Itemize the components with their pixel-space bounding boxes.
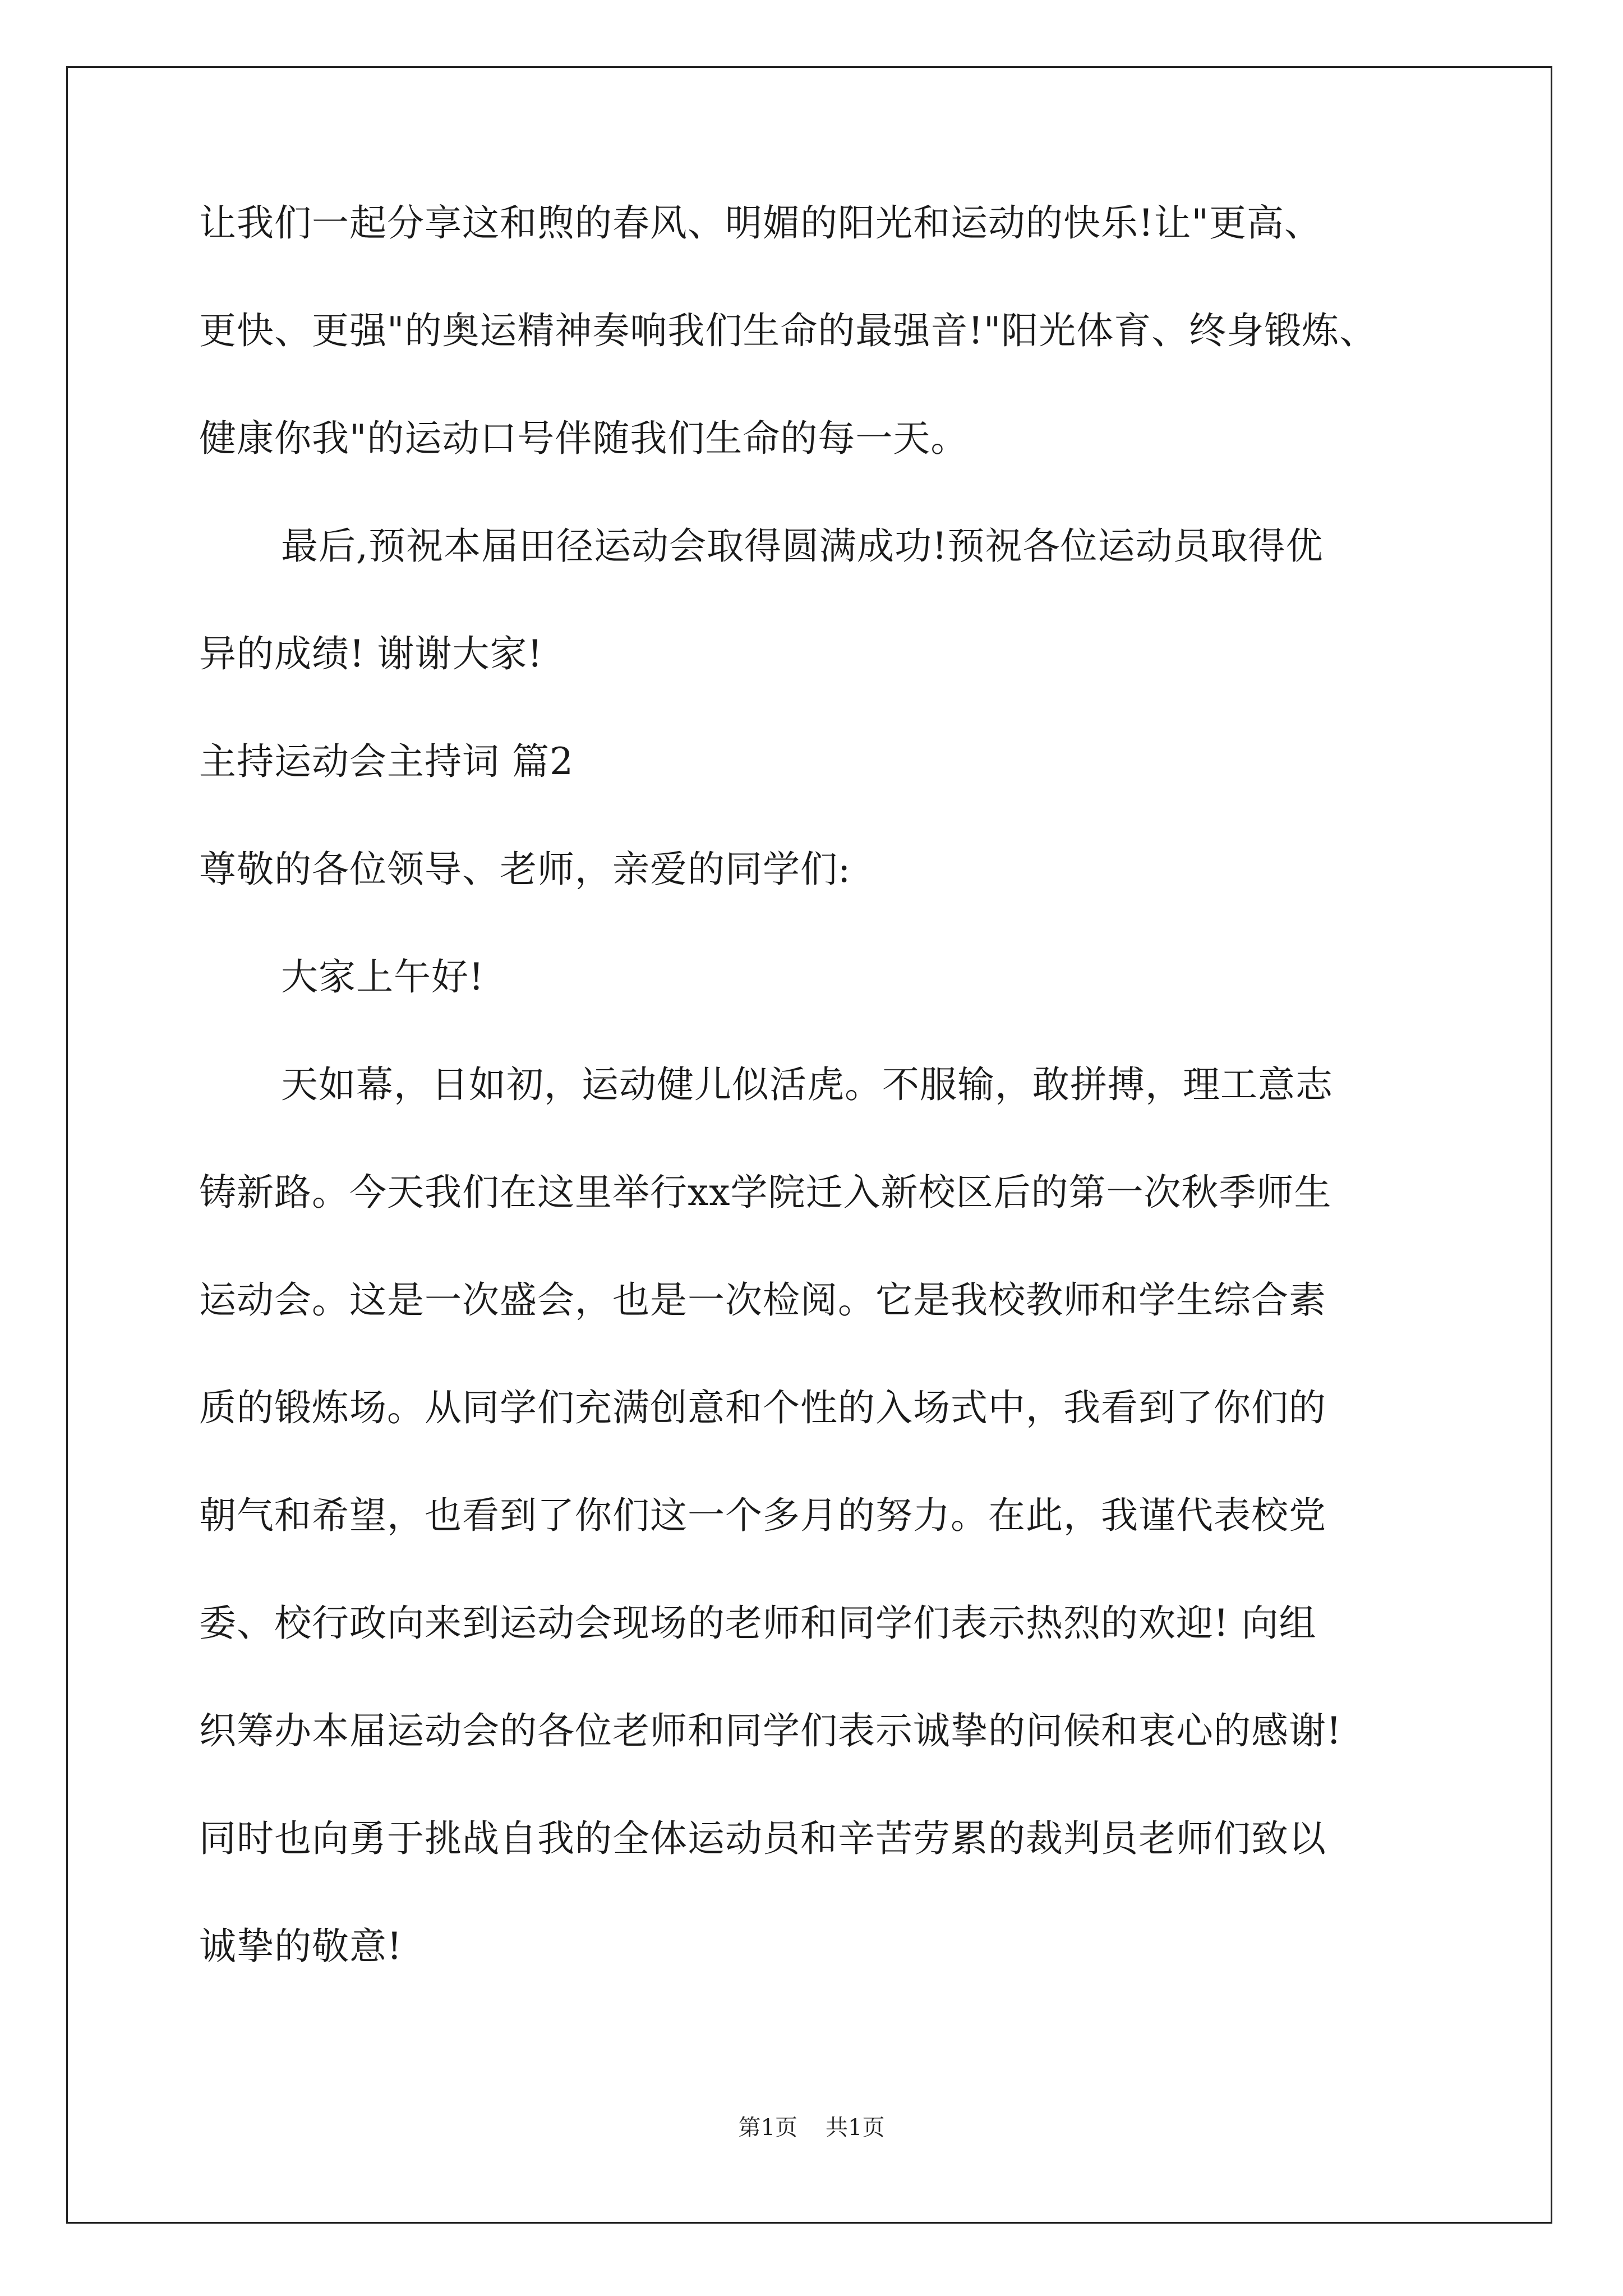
salutation: 尊敬的各位领导、老师，亲爱的同学们:: [199, 848, 851, 891]
page-border: [66, 66, 1552, 2224]
paragraph-line: 让我们一起分享这和煦的春风、明媚的阳光和运动的快乐!让"更高、: [199, 201, 1322, 245]
paragraph-line: 更快、更强"的奥运精神奏响我们生命的最强音!"阳光体育、终身锻炼、: [199, 309, 1377, 352]
page-number: 第1页: [738, 2115, 797, 2141]
paragraph-line: 同时也向勇于挑战自我的全体运动员和辛苦劳累的裁判员老师们致以: [199, 1817, 1326, 1860]
page-footer: [0, 2114, 1623, 2142]
paragraph-line: 委、校行政向来到运动会现场的老师和同学们表示热烈的欢迎! 向组: [199, 1602, 1317, 1645]
paragraph-line: 朝气和希望，也看到了你们这一个多月的努力。在此，我谨代表校党: [199, 1494, 1326, 1537]
paragraph-line: 运动会。这是一次盛会，也是一次检阅。它是我校教师和学生综合素: [199, 1278, 1326, 1322]
paragraph-line: 诚挚的敬意!: [199, 1925, 403, 1968]
paragraph-line: 质的锻炼场。从同学们充满创意和个性的入场式中，我看到了你们的: [199, 1386, 1326, 1429]
paragraph-line: 健康你我"的运动口号伴随我们生命的每一天。: [199, 417, 969, 460]
paragraph-line: 铸新路。今天我们在这里举行xx学院迁入新校区后的第一次秋季师生: [199, 1171, 1332, 1214]
paragraph-line: 织筹办本届运动会的各位老师和同学们表示诚挚的问候和衷心的感谢!: [199, 1709, 1342, 1752]
paragraph-line: 最后,预祝本届田径运动会取得圆满成功!预祝各位运动员取得优: [281, 524, 1324, 568]
section-heading: 主持运动会主持词 篇2: [199, 740, 574, 783]
paragraph-line: 异的成绩! 谢谢大家!: [199, 632, 543, 675]
greeting: 大家上午好!: [281, 955, 485, 999]
paragraph-line: 天如幕，日如初，运动健儿似活虎。不服输，敢拼搏，理工意志: [281, 1063, 1333, 1106]
page-total: 共1页: [826, 2115, 885, 2141]
